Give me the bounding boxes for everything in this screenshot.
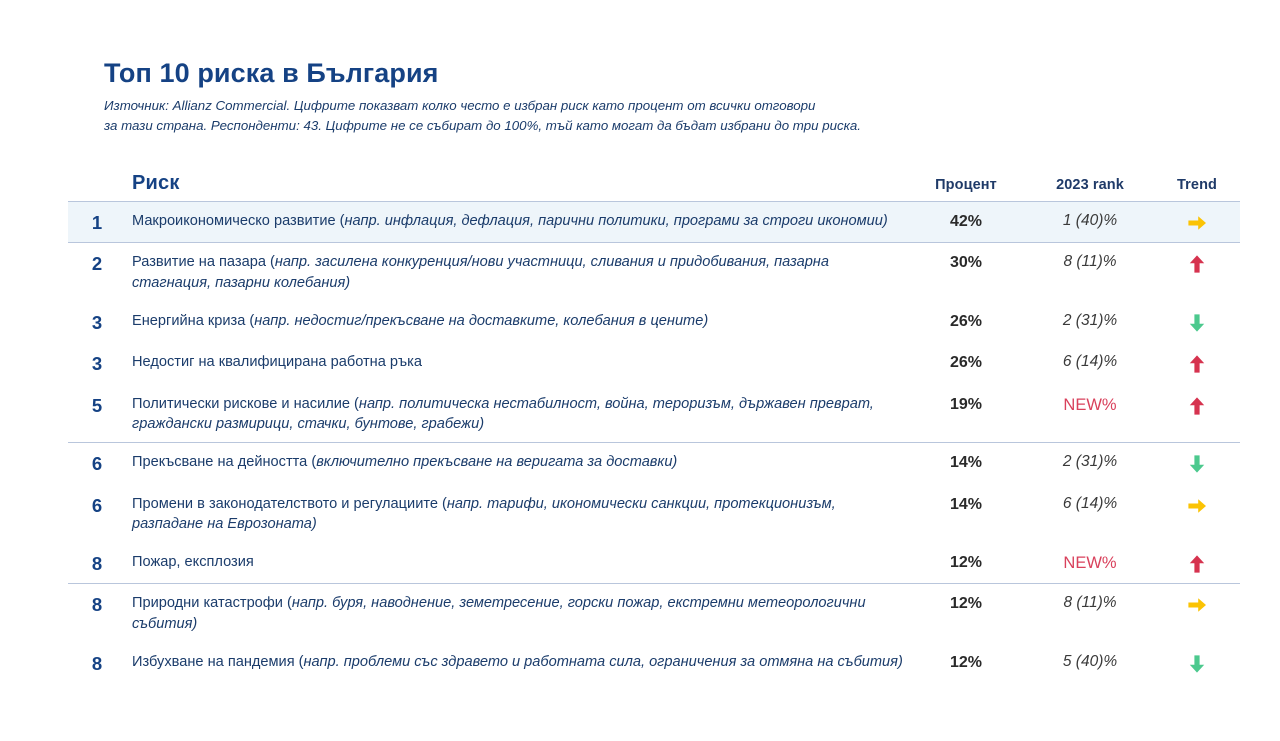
table-header-row — [68, 172, 1240, 202]
trend-up-icon — [1154, 394, 1240, 417]
risk-description-main: Природни катастрофи ( — [132, 595, 292, 612]
header-block — [104, 58, 1104, 135]
risk-description-main: Промени в законодателството и регулациите ( — [132, 495, 447, 512]
risk-description-main: Пожар, експлозия — [132, 553, 254, 570]
risk-description-examples: напр. политическа нестабилност, война, тероризъм, държавен преврат, граждански размирици, стачки, бунтове, грабежи) — [132, 395, 874, 433]
risk-percent: 14% — [949, 495, 983, 513]
table-row — [68, 584, 1240, 642]
risk-rank-2023: NEW% — [1063, 395, 1117, 414]
risk-percent: 14% — [949, 454, 983, 472]
source-note-line-1: Източник: Allianz Commercial. Цифрите показват колко често е избран риск като процент от всички отговори — [104, 98, 816, 114]
table-row — [68, 443, 1240, 484]
risk-description-examples: напр. проблеми със здравето и работната сила, ограничения за отмяна на събития) — [303, 653, 903, 670]
source-note-line-2: за тази страна. Респонденти: 43. Цифрите не се събират до 100%, тъй като могат да бъдат избрани до три риска. — [104, 117, 861, 133]
risk-description-main: Развитие на пазара ( — [132, 254, 275, 271]
table-row — [68, 643, 1240, 684]
trend-up-icon — [1154, 252, 1240, 275]
table-body — [68, 202, 1240, 684]
risk-rank-2023: 6 (14)% — [1062, 494, 1118, 512]
risk-description-main: Недостиг на квалифицирана работна ръка — [132, 354, 422, 371]
risk-rank: 6 — [91, 453, 103, 475]
risk-description — [126, 593, 906, 634]
table-row — [68, 243, 1240, 301]
risk-description — [126, 211, 906, 232]
table-row — [68, 202, 1240, 243]
risk-rank: 3 — [91, 353, 103, 375]
risk-description — [126, 352, 906, 373]
table-row — [68, 343, 1240, 384]
risk-description — [126, 311, 906, 332]
risk-description-examples: включително прекъсване на веригата за доставки) — [316, 454, 678, 471]
trend-up-icon — [1154, 552, 1240, 575]
table-row — [68, 302, 1240, 343]
risk-rank-2023: 6 (14)% — [1062, 353, 1118, 371]
risk-percent: 12% — [949, 595, 983, 613]
risk-rank-2023: 8 (11)% — [1063, 253, 1117, 271]
trend-right-icon — [1154, 211, 1240, 234]
risk-description — [126, 452, 906, 473]
risk-percent: 26% — [949, 354, 983, 372]
risk-description-examples: напр. инфлация, дефлация, парични политики, програми за строги икономии) — [344, 213, 888, 229]
risk-percent: 30% — [949, 254, 983, 272]
risk-rank: 8 — [91, 594, 103, 616]
page-title: Топ 10 риска в България — [104, 58, 439, 88]
risk-rank-2023: 2 (31)% — [1062, 311, 1118, 329]
risk-description-main: Прекъсване на дейността ( — [132, 454, 317, 471]
column-header-rank-2023: 2023 rank — [1056, 177, 1124, 193]
risk-rank-2023: 1 (40)% — [1062, 212, 1118, 229]
risk-rank: 6 — [91, 494, 103, 516]
trend-up-icon — [1154, 352, 1240, 375]
risk-rank: 8 — [91, 652, 103, 674]
risk-rank: 5 — [91, 394, 103, 416]
column-header-risk: Риск — [132, 172, 180, 194]
risk-rank-2023: 8 (11)% — [1063, 594, 1117, 612]
risk-percent: 12% — [949, 553, 983, 571]
trend-down-icon — [1154, 452, 1240, 475]
risk-percent: 12% — [949, 653, 983, 671]
risk-description-examples: напр. засилена конкуренция/нови участници, сливания и придобивания, пазарна стагнация, пазарни колебания) — [132, 254, 829, 292]
risk-rank: 8 — [91, 552, 103, 574]
risk-description-main: Политически рискове и насилие ( — [132, 395, 359, 412]
risk-rank: 3 — [91, 311, 103, 333]
column-header-trend: Trend — [1177, 177, 1217, 193]
risk-rank-2023: 5 (40)% — [1062, 652, 1118, 670]
table-row — [68, 485, 1240, 543]
risk-table — [68, 172, 1240, 684]
risk-rank-2023: NEW% — [1063, 553, 1117, 572]
risk-description — [126, 652, 906, 673]
risk-description-examples: напр. буря, наводнение, земетресение, горски пожар, екстремни метеорологични събития) — [132, 595, 866, 633]
risk-rank-2023: 2 (31)% — [1062, 453, 1118, 471]
column-header-percent: Процент — [935, 177, 997, 193]
risk-description — [126, 252, 906, 293]
risk-description-examples: напр. тарифи, икономически санкции, протекционизъм, разпадане на Еврозоната) — [132, 495, 836, 533]
trend-down-icon — [1154, 652, 1240, 675]
table-row — [68, 543, 1240, 584]
risk-description-main: Енергийна криза ( — [132, 312, 255, 329]
risk-description-main: Избухване на пандемия ( — [132, 653, 304, 670]
risk-rank: 1 — [91, 212, 103, 233]
trend-right-icon — [1154, 494, 1240, 517]
table-row — [68, 385, 1240, 443]
risk-description — [126, 494, 906, 535]
risk-rank: 2 — [91, 253, 103, 275]
risk-description — [126, 552, 906, 573]
trend-right-icon — [1154, 593, 1240, 616]
risk-percent: 26% — [949, 312, 983, 330]
risk-description-main: Макроикономическо развитие ( — [132, 213, 345, 229]
trend-down-icon — [1154, 311, 1240, 334]
risk-description-examples: напр. недостиг/прекъсване на доставките, колебания в цените) — [254, 312, 709, 329]
risk-percent: 19% — [949, 395, 983, 413]
source-note — [104, 96, 1064, 135]
risk-description — [126, 394, 906, 435]
risk-percent: 42% — [949, 213, 983, 230]
